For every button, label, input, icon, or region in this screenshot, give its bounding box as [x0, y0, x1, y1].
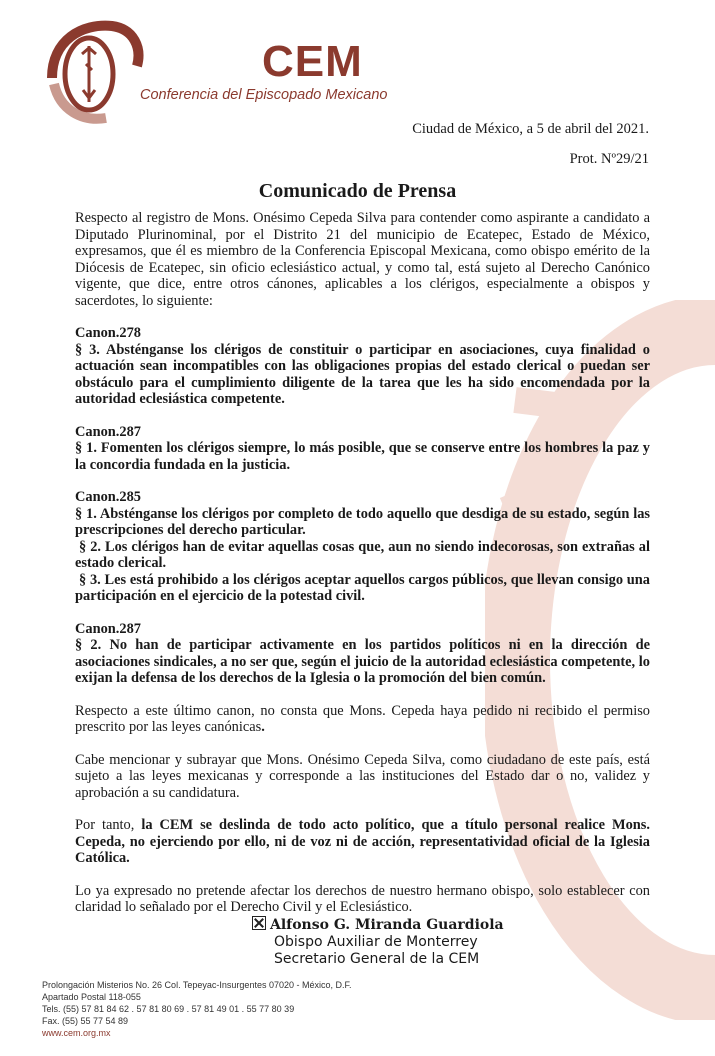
signature-name-line: [252, 916, 504, 934]
canon-section: [75, 621, 650, 687]
org-name: Conferencia del Episcopado Mexicano: [140, 87, 388, 103]
paragraph-bold: la CEM se deslinda de todo acto político, que a título personal realice Mons. Cepeda, no ejerciendo por ello, ni de voz ni de acción, representatividad oficial de la Iglesia Católica.: [75, 817, 651, 866]
document-title: Comunicado de Prensa: [258, 180, 457, 202]
episcopal-cross-icon: [252, 916, 266, 930]
paragraph-disclaimer: [75, 817, 650, 867]
paragraph-text: Respecto a este último canon, no consta que Mons. Cepeda haya pedido ni recibido el permiso prescrito por las leyes canónicas: [75, 702, 650, 735]
footer-phones: Tels. (55) 57 81 84 62 . 57 81 80 69 . 57 81 49 01 . 55 77 80 39: [42, 1004, 295, 1014]
paragraph-lead: Por tanto,: [75, 817, 142, 833]
canon-section: [75, 424, 650, 474]
org-acronym: CEM: [262, 37, 363, 86]
protocol-number: Prot. Nº29/21: [569, 151, 649, 167]
footer-address: Prolongación Misterios No. 26 Col. Tepeyac-Insurgentes 07020 - México, D.F.: [42, 980, 352, 990]
footer-po-box: Apartado Postal 118-055: [42, 992, 141, 1002]
footer-website-link[interactable]: www.cem.org.mx: [42, 1028, 111, 1038]
cem-logo-icon: [42, 18, 144, 124]
canon-heading: Canon.285: [75, 489, 141, 505]
footer-contact: [42, 979, 352, 1039]
signatory-role: Obispo Auxiliar de Monterrey: [274, 934, 478, 950]
intro-paragraph: Respecto al registro de Mons. Onésimo Cepeda Silva para contender como aspirante a candidato a Diputado Plurinominal, por el Distrito 21 del municipio de Ecatepec, Estado de México, expresamos, que él es miembro de la Conferencia Episcopal Mexicana, como obispo emérito de la Diócesis de Ecatepec, sin oficio eclesiástico actual, y como tal, está sujeto al Derecho Canónico vigente, que dice, entre otros cánones, aplicables a los clérigos, especialmente a obispos y sacerdotes, lo siguiente:: [75, 210, 650, 309]
paragraph-permission: [75, 703, 650, 736]
canon-paragraph: § 2. Los clérigos han de evitar aquellas cosas que, aun no siendo indecorosas, son extrañas al estado clerical.: [75, 538, 650, 571]
canon-heading: Canon.278: [75, 325, 141, 341]
canon-paragraph: § 2. No han de participar activamente en los partidos políticos ni en la dirección de asociaciones sindicales, a no ser que, según el juicio de la autoridad eclesiástica competente, lo exijan la defensa de los derechos de la Iglesia o la promoción del bien común.: [75, 637, 650, 686]
paragraph-end: .: [261, 719, 265, 735]
canon-heading: Canon.287: [75, 423, 141, 440]
canon-section: [75, 325, 650, 408]
signatory-name: Alfonso G. Miranda Guardiola: [270, 917, 504, 933]
paragraph-citizen: Cabe mencionar y subrayar que Mons. Onésimo Cepeda Silva, como ciudadano de este país, está sujeto a las leyes mexicanas y corresponde a las instituciones del Estado dar o no, validez y aprobación a su candidatura.: [75, 751, 650, 801]
place-date: Ciudad de México, a 5 de abril del 2021.: [412, 121, 649, 137]
canon-paragraph: § 1. Absténganse los clérigos por completo de todo aquello que desdiga de su estado, según las prescripciones del derecho particular.: [75, 505, 650, 538]
signatory-role: Secretario General de la CEM: [274, 951, 480, 967]
canon-heading: Canon.287: [75, 620, 141, 637]
canon-paragraph: § 1. Fomenten los clérigos siempre, lo más posible, que se conserve entre los hombres la paz y la concordia fundada en la justicia.: [75, 440, 650, 473]
document-body: [75, 210, 650, 932]
canon-paragraph: § 3. Absténganse los clérigos de constituir o participar en asociaciones, cuya finalidad o actuación sean incompatibles con las obligaciones propias del estado clerical o puedan ser obstáculo para el cumplimiento diligente de la tarea que les ha sido encomendada por la autoridad eclesiástica competente.: [75, 341, 650, 407]
canon-section: [75, 489, 650, 605]
footer-fax: Fax. (55) 55 77 54 89: [42, 1016, 129, 1026]
signature-block: [252, 916, 504, 968]
paragraph-closing: Lo ya expresado no pretende afectar los derechos de nuestro hermano obispo, solo establecer con claridad lo señalado por el Derecho Civil y el Eclesiástico.: [75, 882, 650, 915]
canon-paragraph: § 3. Les está prohibido a los clérigos aceptar aquellos cargos públicos, que llevan consigo una participación en el ejercicio de la potestad civil.: [75, 571, 650, 604]
